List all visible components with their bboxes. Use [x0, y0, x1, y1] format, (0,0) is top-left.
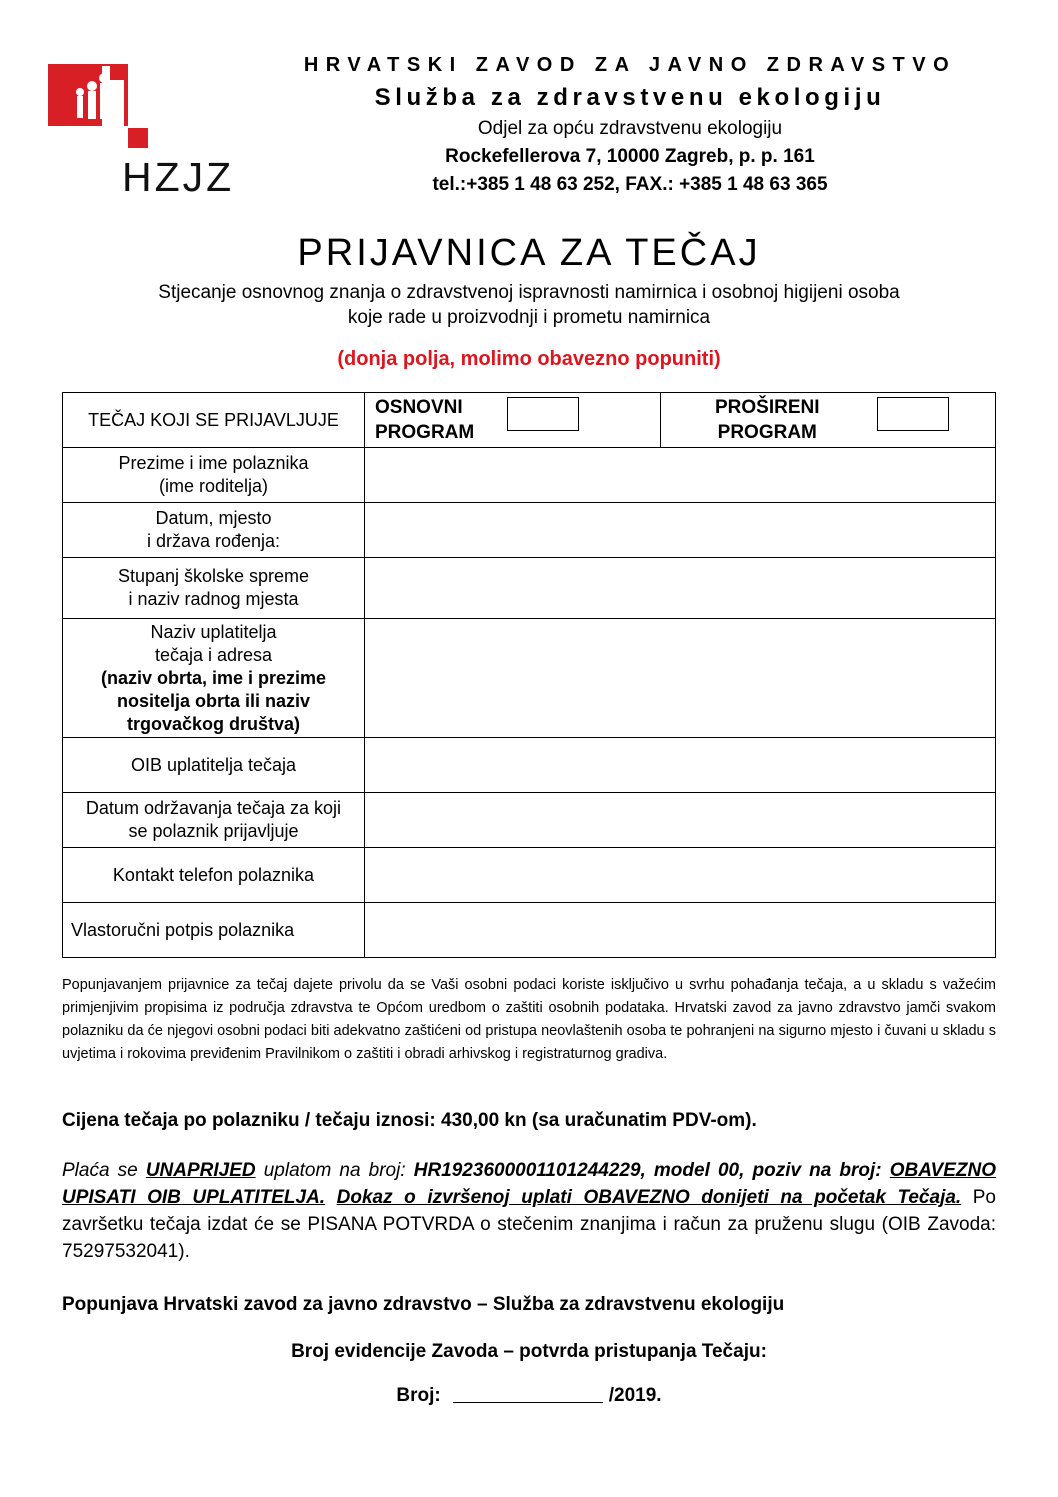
label-line-bold: trgovačkog društva)	[126, 713, 301, 734]
field-label	[63, 619, 365, 737]
field-label	[63, 848, 365, 902]
registry-number	[0, 1385, 1058, 1407]
pay-text: Po završetku tečaja izdat će se PISANA POTVRDA o stečenim znanjima i račun za pruženu slugu (OIB Zavoda: 75297532041).	[62, 1187, 996, 1262]
course-label: TEČAJ KOJI SE PRIJAVLJUJE	[63, 393, 365, 447]
address: Rockefellerova 7, 10000 Zagreb, p. p. 161	[445, 146, 815, 167]
basic-line: PROGRAM	[375, 422, 475, 443]
pay-text: uplatom na broj:	[255, 1160, 414, 1181]
phone-field[interactable]	[365, 848, 995, 902]
form-row	[62, 902, 996, 958]
pay-text: Plaća se	[62, 1160, 146, 1181]
form-row	[62, 847, 996, 903]
pay-text: OBAVEZNO UPISATI OIB UPLATITELJA.	[62, 1160, 997, 1208]
payer-address-field[interactable]	[365, 619, 995, 737]
number-blank[interactable]	[453, 1402, 603, 1403]
label-line: i naziv radnog mjesta	[128, 589, 299, 609]
service-name: Služba za zdravstvenu ekologiju	[374, 84, 886, 111]
subtitle-line: Stjecanje osnovnog znanja o zdravstvenoj ispravnosti namirnica i osobnoj higijeni osoba	[158, 282, 900, 303]
field-label	[63, 503, 365, 557]
field-label	[63, 903, 365, 957]
extended-line: PROGRAM	[717, 422, 817, 443]
filled-by-note: Popunjava Hrvatski zavod za javno zdravstvo – Služba za zdravstvenu ekologiju	[62, 1294, 785, 1315]
basic-line: OSNOVNI	[375, 397, 463, 418]
registry-heading: Broj evidencije Zavoda – potvrda pristupanja Tečaju:	[291, 1341, 767, 1362]
pay-text: UNAPRIJED	[145, 1160, 256, 1181]
course-options	[365, 393, 995, 447]
label-line: Prezime i ime polaznika	[118, 453, 309, 473]
label-line-bold: (naziv obrta, ime i prezime	[100, 667, 327, 688]
label-line: (ime roditelja)	[158, 476, 268, 496]
extended-line: PROŠIRENI	[715, 397, 820, 418]
label-line: Datum, mjesto	[155, 508, 272, 528]
extended-program-checkbox[interactable]	[877, 397, 949, 431]
course-row	[62, 392, 996, 448]
hzjz-logo	[48, 62, 248, 200]
basic-program-label	[375, 395, 474, 445]
department-name: Odjel za opću zdravstvenu ekologiju	[477, 118, 783, 139]
field-label	[63, 448, 365, 502]
contact-info: tel.:+385 1 48 63 252, FAX.: +385 1 48 63 365	[432, 174, 828, 195]
number-suffix: /2019.	[608, 1385, 662, 1406]
consent-text: Popunjavanjem prijavnice za tečaj dajete privolu da se Vaši osobni podaci koriste isključivo u svrhu pohađanja tečaja, a u skladu s važećim primjenjivim propisima iz područja zdravstva te Općom uredbom o zaštiti osobnih podataka. Hrvatski zavod za javno zdravstvo jamči svakom polazniku da će njegovi osobni podaci biti adekvatno zaštićeni od pristupa neovlaštenih osoba te pohranjeni na sigurno mjesto i čuvani u skladu s uvjetima i rokovima previđenim Pravilnikom o zaštiti i obradi arhivskog i registraturnog gradiva.	[62, 977, 996, 1062]
form-row	[62, 737, 996, 793]
form-row	[62, 557, 996, 619]
form-subtitle	[0, 280, 1058, 330]
field-label	[63, 558, 365, 618]
field-label	[63, 738, 365, 792]
label-line: OIB uplatitelja tečaja	[130, 754, 297, 775]
form-row	[62, 792, 996, 848]
label-line: se polaznik prijavljuje	[128, 821, 299, 841]
label-line: tečaja i adresa	[154, 644, 273, 665]
option-divider	[660, 393, 661, 447]
label-line: Stupanj školske spreme	[117, 566, 310, 586]
subtitle-line: koje rade u proizvodnji i prometu namirnica	[347, 307, 711, 328]
course-price: Cijena tečaja po polazniku / tečaju iznosi: 430,00 kn (sa uračunatim PDV-om).	[62, 1110, 757, 1131]
label-line: Naziv uplatitelja	[150, 621, 277, 642]
label-line: i država rođenja:	[146, 531, 281, 551]
signature-field[interactable]	[365, 903, 995, 957]
education-job-field[interactable]	[365, 558, 995, 618]
logo-text: HZJZ	[122, 154, 235, 200]
pay-text	[325, 1187, 337, 1208]
label-line: Vlastoručni potpis polaznika	[71, 919, 295, 940]
extended-program-label	[715, 395, 820, 445]
basic-program-checkbox[interactable]	[507, 397, 579, 431]
label-line: Datum održavanja tečaja za koji	[85, 798, 342, 818]
form-title: PRIJAVNICA ZA TEČAJ	[297, 232, 761, 274]
iban: HR1923600001101244229, model 00,	[413, 1160, 745, 1181]
payment-instructions	[62, 1157, 996, 1265]
form-row	[62, 502, 996, 558]
form-row	[62, 618, 996, 738]
required-notice: (donja polja, molimo obavezno popuniti)	[337, 348, 721, 370]
institute-name: HRVATSKI ZAVOD ZA JAVNO ZDRAVSTVO	[303, 54, 957, 76]
course-date-field[interactable]	[365, 793, 995, 847]
participant-name-field[interactable]	[365, 448, 995, 502]
birth-info-field[interactable]	[365, 503, 995, 557]
logo-mark-icon	[48, 62, 158, 152]
pay-text: Dokaz o izvršenoj uplati OBAVEZNO donijeti na početak Tečaja.	[336, 1187, 962, 1208]
number-label: Broj:	[396, 1385, 441, 1406]
pay-text: poziv na broj:	[744, 1160, 890, 1181]
label-line: Kontakt telefon polaznika	[112, 864, 315, 885]
field-label	[63, 793, 365, 847]
label-line-bold: nositelja obrta ili naziv	[116, 690, 311, 711]
payer-oib-field[interactable]	[365, 738, 995, 792]
form-row	[62, 447, 996, 503]
